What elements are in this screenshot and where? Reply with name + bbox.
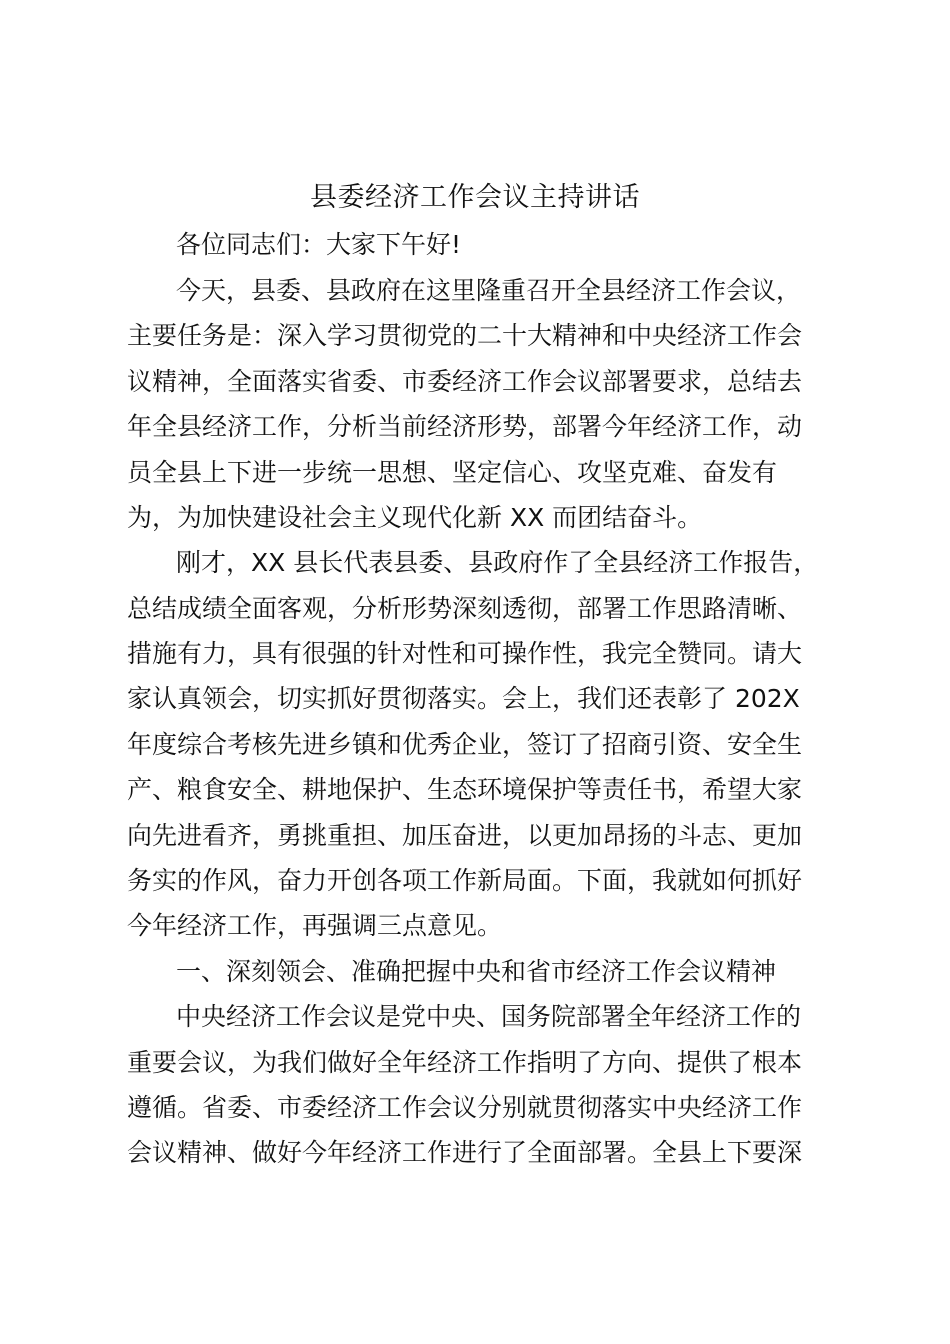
paragraph-2-line-1: 刚才，XX 县长代表县委、县政府作了全县经济工作报告， [176, 548, 819, 577]
paragraph-3-line-3: 遵循。省委、市委经济工作会议分别就贯彻落实中央经济工作 [127, 1093, 803, 1122]
paragraph-2-line-2: 总结成绩全面客观，分析形势深刻透彻，部署工作思路清晰、 [127, 594, 803, 623]
paragraph-2-line-9: 今年经济工作，再强调三点意见。 [127, 911, 503, 940]
paragraph-3-line-4: 会议精神、做好今年经济工作进行了全面部署。全县上下要深 [127, 1138, 803, 1167]
paragraph-2-line-3: 措施有力，具有很强的针对性和可操作性，我完全赞同。请大 [127, 639, 803, 668]
paragraph-1-line-2: 主要任务是：深入学习贯彻党的二十大精神和中央经济工作会 [127, 321, 803, 350]
paragraph-2-line-4: 家认真领会，切实抓好贯彻落实。会上，我们还表彰了 202X [127, 684, 800, 713]
paragraph-2-line-8: 务实的作风，奋力开创各项工作新局面。下面，我就如何抓好 [127, 866, 803, 895]
paragraph-1-line-4: 年全县经济工作，分析当前经济形势，部署今年经济工作，动 [127, 412, 803, 441]
paragraph-2-line-7: 向先进看齐，勇挑重担、加压奋进，以更加昂扬的斗志、更加 [127, 821, 803, 850]
paragraph-2-line-5: 年度综合考核先进乡镇和优秀企业，签订了招商引资、安全生 [127, 730, 803, 759]
paragraph-1-line-5: 员全县上下进一步统一思想、坚定信心、攻坚克难、奋发有 [127, 458, 778, 487]
greeting-line: 各位同志们：大家下午好! [176, 230, 462, 259]
paragraph-3-line-2: 重要会议，为我们做好全年经济工作指明了方向、提供了根本 [127, 1048, 803, 1077]
document-title: 县委经济工作会议主持讲话 [310, 182, 640, 213]
section-heading-1: 一、深刻领会、准确把握中央和省市经济工作会议精神 [176, 957, 777, 986]
paragraph-2-line-6: 产、粮食安全、耕地保护、生态环境保护等责任书，希望大家 [127, 775, 803, 804]
paragraph-1-line-1: 今天，县委、县政府在这里隆重召开全县经济工作会议， [176, 276, 802, 305]
paragraph-1-line-6: 为，为加快建设社会主义现代化新 XX 而团结奋斗。 [127, 503, 703, 532]
paragraph-1-line-3: 议精神，全面落实省委、市委经济工作会议部署要求，总结去 [127, 367, 803, 396]
paragraph-3-line-1: 中央经济工作会议是党中央、国务院部署全年经济工作的 [176, 1002, 802, 1031]
